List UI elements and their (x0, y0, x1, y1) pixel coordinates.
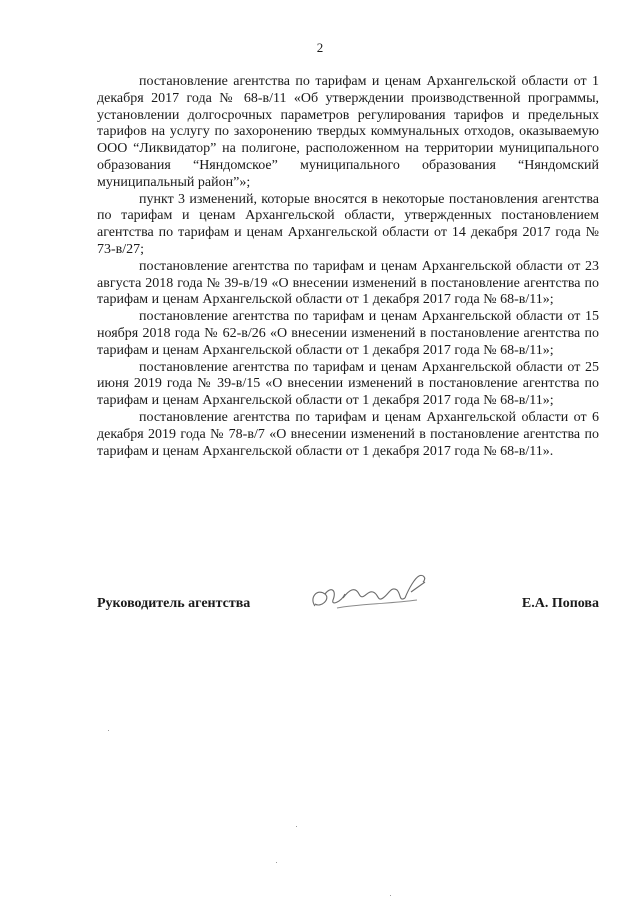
document-body (97, 74, 599, 460)
page-number: 2 (316, 40, 324, 55)
signature-block (97, 568, 599, 628)
handwritten-signature (307, 568, 437, 616)
scan-speck (276, 862, 277, 863)
signatory-role: Руководитель агентства (97, 596, 251, 611)
paragraph-resolution-68: постановление агентства по тарифам и ценам Архангельской области от 1 декабря 2017 года № 68-в/11 «Об утверждении производственной программы, установлении долгосрочных параметров регулирования тарифов и предельных тарифов на услугу по захоронению твердых коммунальных отходов, оказываемую ООО “Ликвидатор” на полигоне, расположенном на территории муниципального образования “Няндомское” муниципального образования “Няндомский муниципальный район”»; (97, 74, 599, 190)
scan-speck (108, 730, 109, 731)
paragraph-resolution-78: постановление агентства по тарифам и ценам Архангельской области от 6 декабря 2019 года № 78-в/7 «О внесении изменений в постановление агентства по тарифам и ценам Архангельской области от 1 декабря 2017 года № 68-в/11». (97, 409, 599, 459)
scan-speck (390, 895, 391, 896)
scan-speck (296, 826, 297, 827)
paragraph-item-3: пункт 3 изменений, которые вносятся в некоторые постановления агентства по тарифам и ценам Архангельской области, утвержденных постановлением агентства по тарифам и ценам Архангельской области от 14 декабря 2017 года № 73-в/27; (97, 191, 599, 257)
paragraph-resolution-39-2018: постановление агентства по тарифам и ценам Архангельской области от 23 августа 2018 года № 39-в/19 «О внесении изменений в постановление агентства по тарифам и ценам Архангельской области от 1 декабря 2017 года № 68-в/11»; (97, 258, 599, 308)
paragraph-resolution-39-2019: постановление агентства по тарифам и ценам Архангельской области от 25 июня 2019 года № 39-в/15 «О внесении изменений в постановление агентства по тарифам и ценам Архангельской области от 1 декабря 2017 года № 68-в/11»; (97, 359, 599, 409)
paragraph-resolution-62: постановление агентства по тарифам и ценам Архангельской области от 15 ноября 2018 года № 62-в/26 «О внесении изменений в постановление агентства по тарифам и ценам Архангельской области от 1 декабря 2017 года № 68-в/11»; (97, 309, 599, 358)
signatory-name: Е.А. Попова (521, 596, 599, 611)
